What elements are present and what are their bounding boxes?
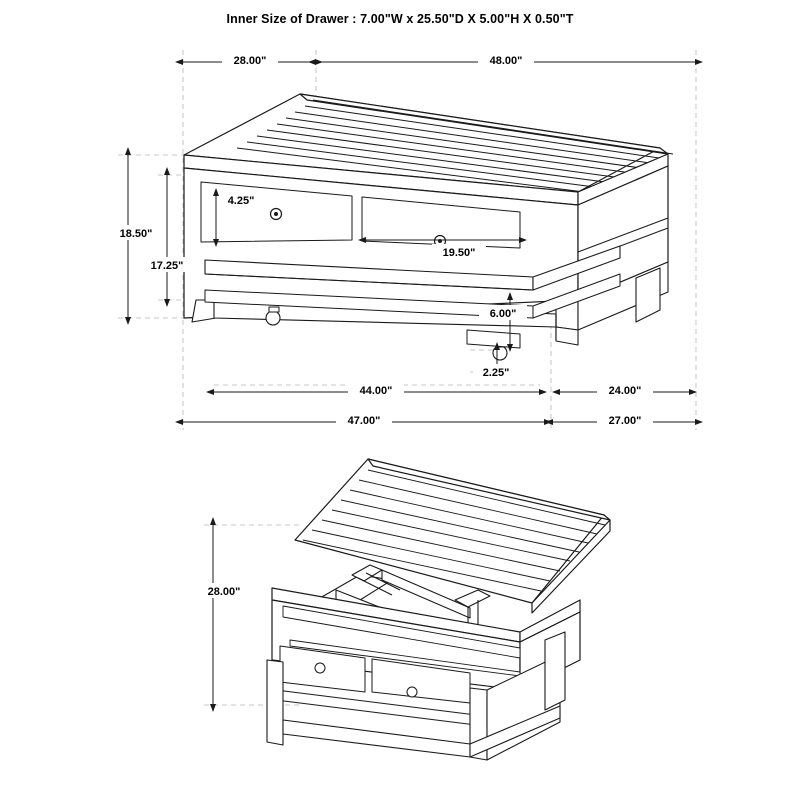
label-top-depth <box>222 52 278 67</box>
svg-text:27.00": 27.00" <box>608 415 642 427</box>
label-top-width <box>478 52 534 67</box>
label-base-rail <box>473 364 519 379</box>
svg-text:18.50": 18.50" <box>119 228 153 240</box>
label-lifted-height <box>196 583 252 598</box>
svg-text:19.50": 19.50" <box>442 247 476 259</box>
label-frame-depth <box>597 412 653 427</box>
label-drawer-width <box>432 244 486 259</box>
svg-text:44.00": 44.00" <box>359 385 393 397</box>
label-shelf-height <box>141 257 193 272</box>
closed-table-drawing <box>184 94 673 360</box>
lifted-table-drawing <box>267 459 610 760</box>
svg-text:4.25": 4.25" <box>227 195 255 207</box>
page-title: Inner Size of Drawer : 7.00"W x 25.50"D X 5.00"H X 0.50"T <box>226 12 574 26</box>
svg-text:48.00": 48.00" <box>489 55 523 67</box>
label-shelf-clearance <box>479 305 527 320</box>
svg-text:17.25": 17.25" <box>150 260 184 272</box>
svg-text:2.25": 2.25" <box>482 367 510 379</box>
label-drawer-face-height <box>219 193 263 207</box>
svg-text:28.00": 28.00" <box>233 55 267 67</box>
label-frame-width <box>336 412 392 427</box>
svg-text:24.00": 24.00" <box>608 385 642 397</box>
svg-text:6.00": 6.00" <box>489 308 517 320</box>
label-base-width <box>348 382 404 397</box>
lifted-table-body <box>267 588 580 760</box>
label-base-depth <box>597 382 653 397</box>
svg-text:47.00": 47.00" <box>347 415 381 427</box>
label-overall-height <box>110 225 162 240</box>
svg-text:28.00": 28.00" <box>207 586 241 598</box>
